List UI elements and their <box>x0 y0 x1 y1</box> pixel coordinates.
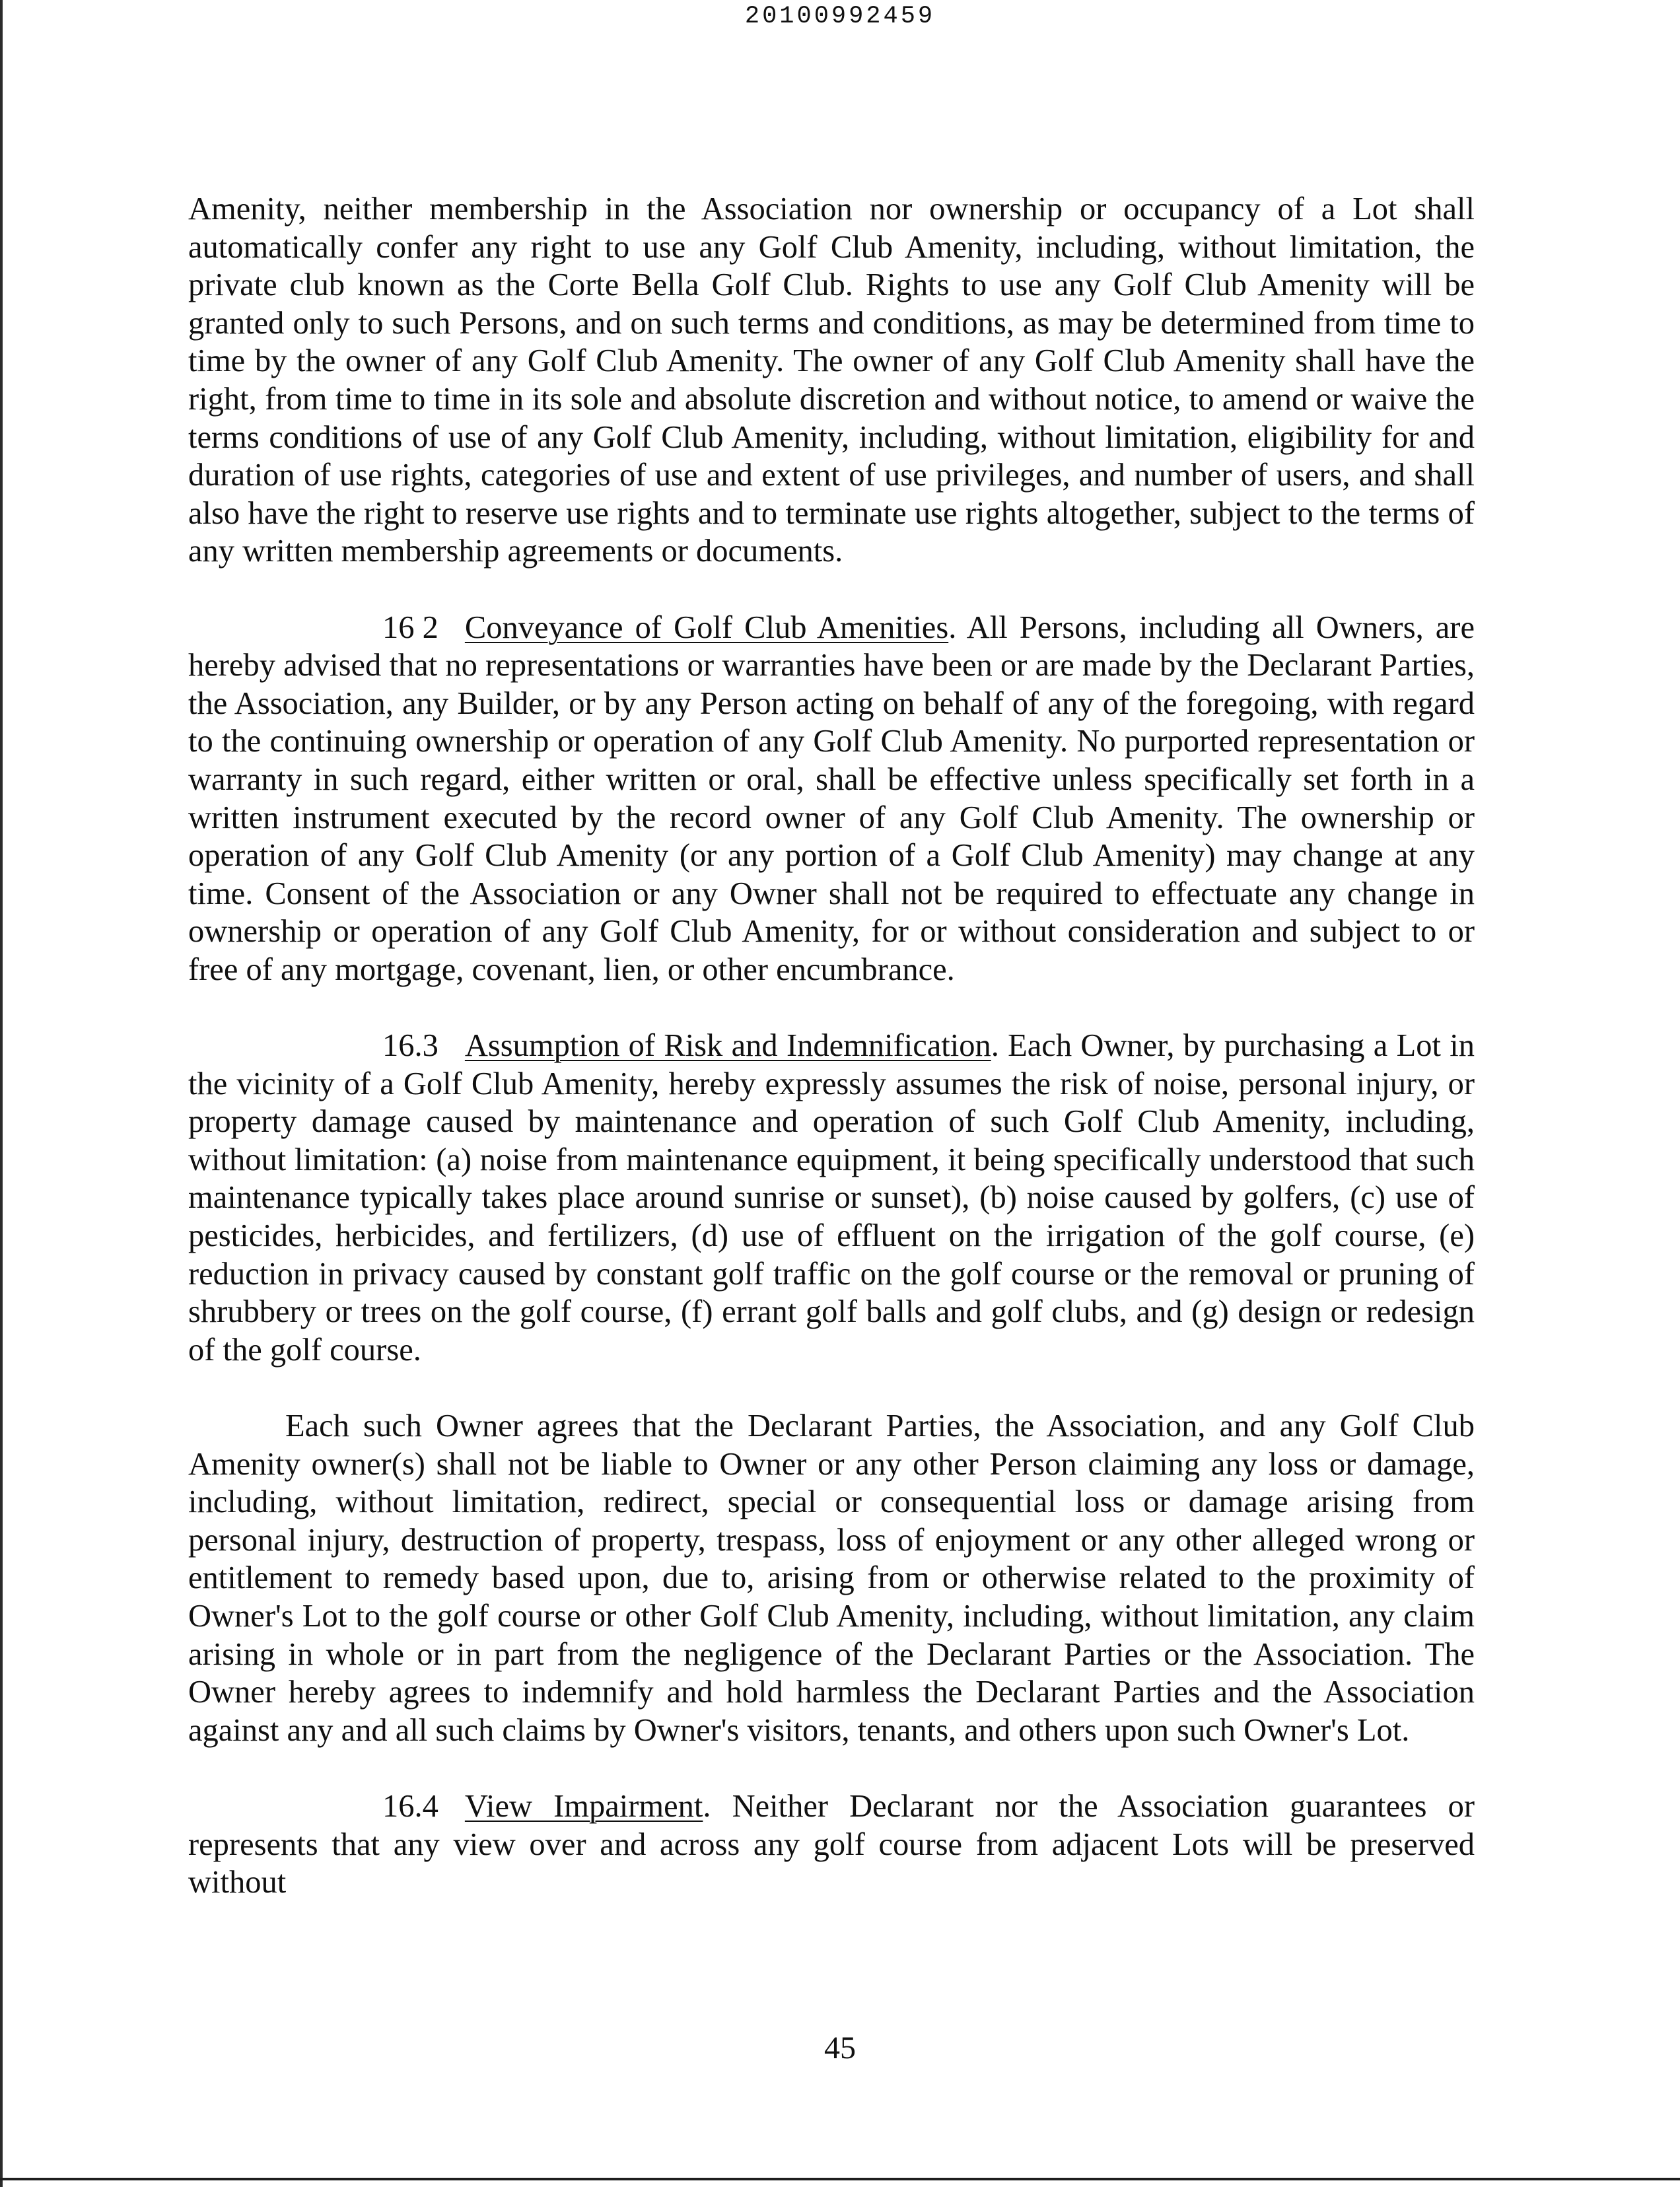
page-number: 45 <box>824 2031 856 2066</box>
bottom-edge-rule <box>0 2178 1680 2180</box>
section-number: 16.3 <box>382 1028 438 1064</box>
section-number: 16.4 <box>382 1788 438 1824</box>
section-title: View Impairment <box>464 1788 703 1824</box>
section-16-2 <box>188 609 1475 989</box>
section-title: Assumption of Risk and Indemnification <box>464 1028 991 1064</box>
section-text: . Each Owner, by purchasing a Lot in the vicinity of a Golf Club Amenity, hereby expressly assumes the risk of noise, personal injury, or property damage caused by maintenance and operation of such Golf Club Amenity, including, without limitation: (a) noise from maintenance equipment, it being specifically understood that such maintenance typically takes place around sunrise or sunset), (b) noise caused by golfers, (c) use of pesticides, herbicides, and fertilizers, (d) use of effluent on the irrigation of the golf course, (e) reduction in privacy caused by constant golf traffic on the golf course or the removal or pruning of shrubbery or trees on the golf course, (f) errant golf balls and golf clubs, and (g) design or redesign of the golf course. <box>188 1028 1475 1368</box>
section-text: . All Persons, including all Owners, are hereby advised that no representations or warranties have been or are made by the Declarant Parties, the Association, any Builder, or by any Person acting on behalf of any of the foregoing, with regard to the continuing ownership or operation of any Golf Club Amenity. No purported representation or warranty in such regard, either written or oral, shall be effective unless specifically set forth in a written instrument executed by the record owner of any Golf Club Amenity. The ownership or operation of any Golf Club Amenity (or any portion of a Golf Club Amenity) may change at any time. Consent of the Association or any Owner shall not be required to effectuate any change in ownership or operation of any Golf Club Amenity, for or without consideration and subject to or free of any mortgage, covenant, lien, or other encumbrance. <box>188 609 1475 987</box>
section-16-4 <box>188 1788 1475 1902</box>
paragraph-owner-agreement: Each such Owner agrees that the Declarant Parties, the Association, and any Golf Club Amenity owner(s) shall not be liable to Owner or any other Person claiming any loss or damage, including, without limitation, redirect, special or consequential loss or damage arising from personal injury, destruction of property, trespass, loss of enjoyment or any other alleged wrong or entitlement to remedy based upon, due to, arising from or otherwise related to the proximity of Owner's Lot to the golf course or other Golf Club Amenity, including, without limitation, any claim arising in whole or in part from the negligence of the Declarant Parties or the Association. The Owner hereby agrees to indemnify and hold harmless the Declarant Parties and the Association against any and all such claims by Owner's visitors, tenants, and others upon such Owner's Lot. <box>188 1408 1475 1748</box>
document-number: 20100992459 <box>744 3 936 30</box>
document-body <box>188 190 1475 1939</box>
left-margin-rule <box>0 0 3 2187</box>
section-number: 16 2 <box>382 609 438 645</box>
paragraph-continuation: Amenity, neither membership in the Association nor ownership or occupancy of a Lot shall automatically confer any right to use any Golf Club Amenity, including, without limitation, the private club known as the Corte Bella Golf Club. Rights to use any Golf Club Amenity will be granted only to such Persons, and on such terms and conditions, as may be determined from time to time by the owner of any Golf Club Amenity. The owner of any Golf Club Amenity shall have the right, from time to time in its sole and absolute discretion and without notice, to amend or waive the terms conditions of use of any Golf Club Amenity, including, without limitation, eligibility for and duration of use rights, categories of use and extent of use privileges, and number of users, and shall also have the right to reserve use rights and to terminate use rights altogether, subject to the terms of any written membership agreements or documents. <box>188 191 1475 569</box>
section-text: . Neither Declarant nor the Association guarantees or represents that any view over and across any golf course from adjacent Lots will be preserved without <box>188 1788 1475 1900</box>
section-16-3 <box>188 1027 1475 1369</box>
section-title: Conveyance of Golf Club Amenities <box>464 609 949 645</box>
